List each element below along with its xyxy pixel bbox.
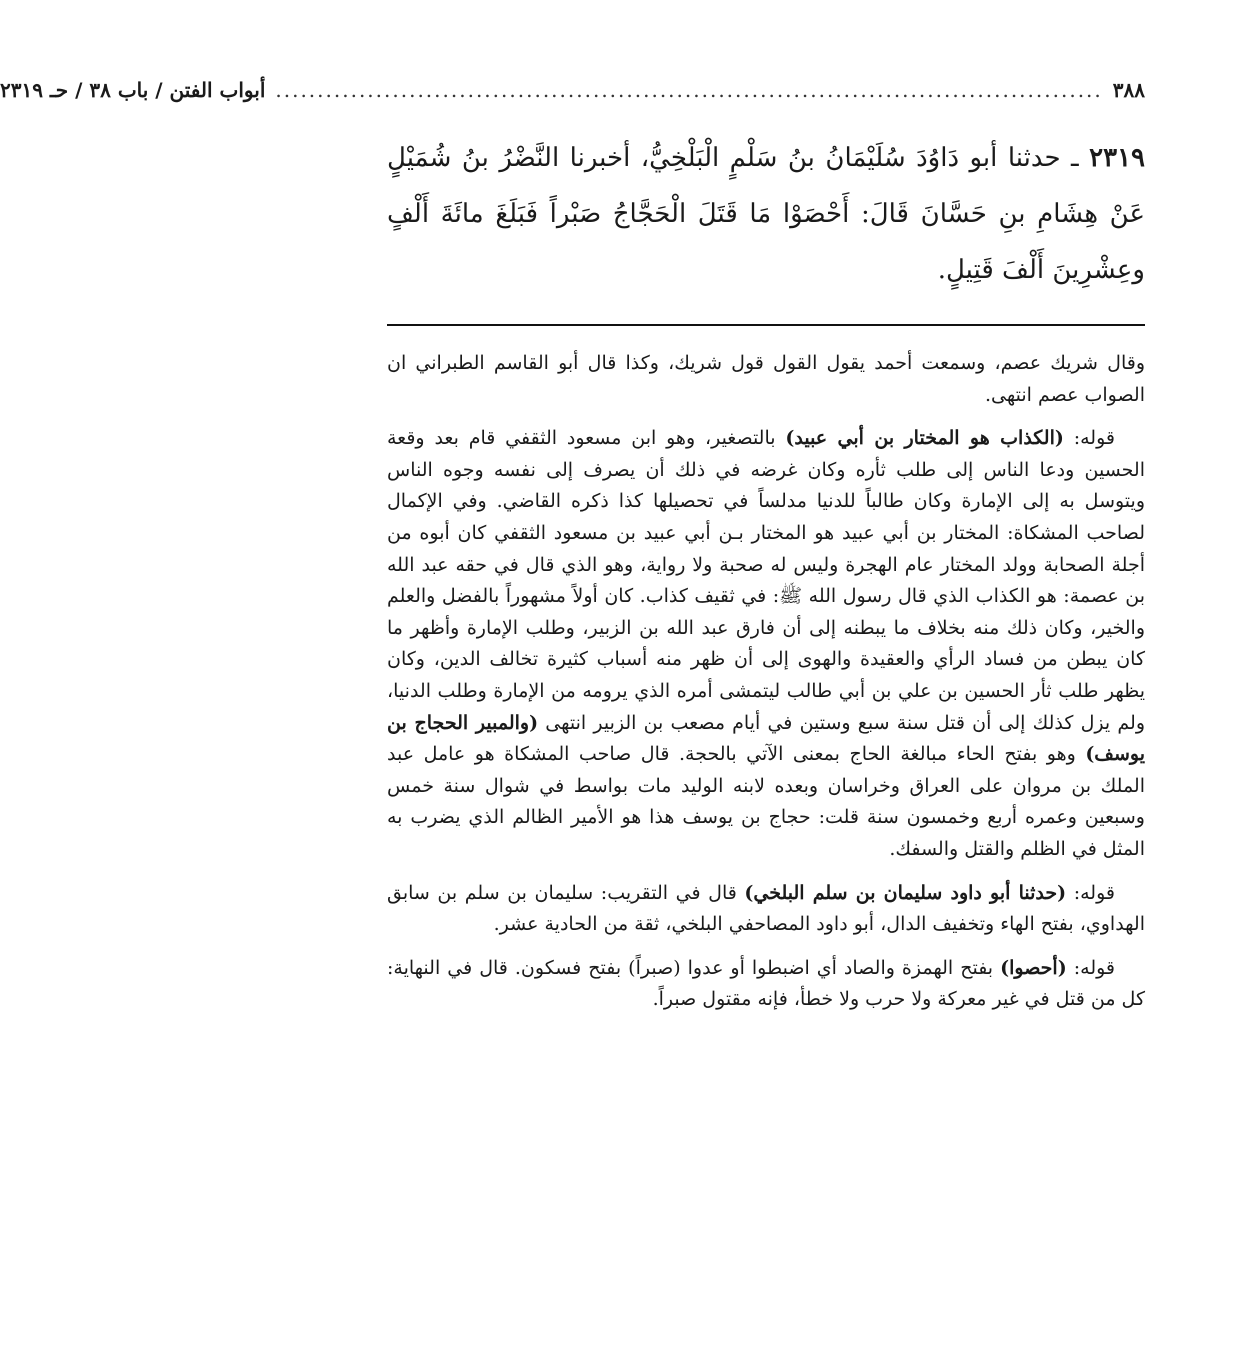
footnote-divider [387, 324, 1145, 326]
commentary-lemma: (والمبير الحجاج بن يوسف) [387, 711, 1145, 766]
commentary-lead: قوله: [1063, 427, 1115, 450]
commentary-lemma: (أحصوا) [1000, 956, 1067, 979]
commentary-lead: قوله: [1066, 881, 1115, 904]
leader-dots: ................................................................................................... [275, 78, 1103, 102]
commentary-paragraph-2 [387, 423, 1145, 865]
hadith-text [387, 130, 1145, 298]
commentary-paragraph-3 [387, 878, 1145, 941]
commentary-text: بفتح الهمزة والصاد أي اضبطوا أو عدوا (صبراً) بفتح فسكون. قال في النهاية: كل من قتل في غير معركة ولا حرب ولا خطأ، فإنه مقتول صبراً. [387, 956, 1145, 1011]
commentary-lead: قوله: [1066, 956, 1116, 979]
page-number: ٣٨٨ [1112, 78, 1145, 102]
hadith-body: ـ حدثنا أبو دَاوُدَ سُلَيْمَانُ بنُ سَلْمٍ الْبَلْخِيُّ، أخبرنا النَّضْرُ بنُ شُمَيْلٍ عَنْ هِشَامِ بنِ حَسَّانَ قَالَ: أَحْصَوْا مَا قَتَلَ الْحَجَّاجُ صَبْراً فَبَلَغَ مائَةَ أَلْفٍ وعِشْرِينَ أَلْفَ قَتِيلٍ. [387, 143, 1145, 285]
commentary-text: قال في التقريب: سليمان بن سلم بن سابق الهداوي، بفتح الهاء وتخفيف الدال، أبو داود المصاحفي البلخي، ثقة من الحادية عشر. [387, 881, 1145, 936]
hadith-number: ٢٣١٩ [1089, 143, 1145, 173]
commentary-paragraph-4 [387, 953, 1145, 1016]
chapter-title: أبواب الفتن / باب ٣٨ / حـ ٢٣١٩ [0, 78, 266, 102]
commentary [387, 348, 1145, 1016]
running-header [0, 78, 1145, 112]
commentary-text: بالتصغير، وهو ابن مسعود الثقفي قام بعد وقعة الحسين ودعا الناس إلى طلب ثأره وكان غرضه في ذلك أن يصرف إلى نفسه وجوه الناس ويتوسل به إلى الإمارة وكان طالباً للدنيا مدلساً في تحصيلها كذا ذكره القاضي. وفي الإكمال لصاحب المشكاة: المختار بن أبي عبيد هو المختار بـن أبي عبيد بن مسعود الثقفي كان أبوه من أجلة الصحابة وولد المختار عام الهجرة وليس له صحبة ولا رواية، وهو الذي قال في حقه عبد الله بن عصمة: هو الكذاب الذي قال رسول الله ﷺ: في ثقيف كذاب. كان أولاً مشهوراً بالفضل والعلم والخير، وكان ذلك منه بخلاف ما يبطنه إلى أن فارق عبد الله بن الزبير، وطلب الإمارة وأظهر ما كان يبطن من فساد الرأي والعقيدة والهوى إلى أن ظهر منه أسباب كثيرة تخالف الدين، وكان يظهر طلب ثأر الحسين بن علي بن أبي طالب ليتمشى أمره الذي يرومه من الإمارة وطلب الدنيا، ولم يزل كذلك إلى أن قتل سنة سبع وستين في أيام مصعب بن الزبير انتهى [387, 427, 1145, 734]
commentary-paragraph-1: وقال شريك عصم، وسمعت أحمد يقول القول قول شريك، وكذا قال أبو القاسم الطبراني ان الصواب عصم انتهى. [387, 352, 1145, 406]
commentary-lemma: (الكذاب هو المختار بن أبي عبيد) [785, 427, 1064, 450]
commentary-lemma: (حدثنا أبو داود سليمان بن سلم البلخي) [744, 881, 1067, 904]
commentary-text: وهو بفتح الحاء مبالغة الحاج بمعنى الآتي بالحجة. قال صاحب المشكاة هو عامل عبد الملك بن مروان على العراق وخراسان وبعده لابنه الوليد مات بواسط في شوال سنة خمس وسبعين وعمره أربع وخمسون سنة قلت: حجاج بن يوسف هذا هو الأمير الظالم الذي يضرب به المثل في الظلم والقتل والسفك. [387, 743, 1145, 860]
book-page [0, 78, 1145, 1028]
